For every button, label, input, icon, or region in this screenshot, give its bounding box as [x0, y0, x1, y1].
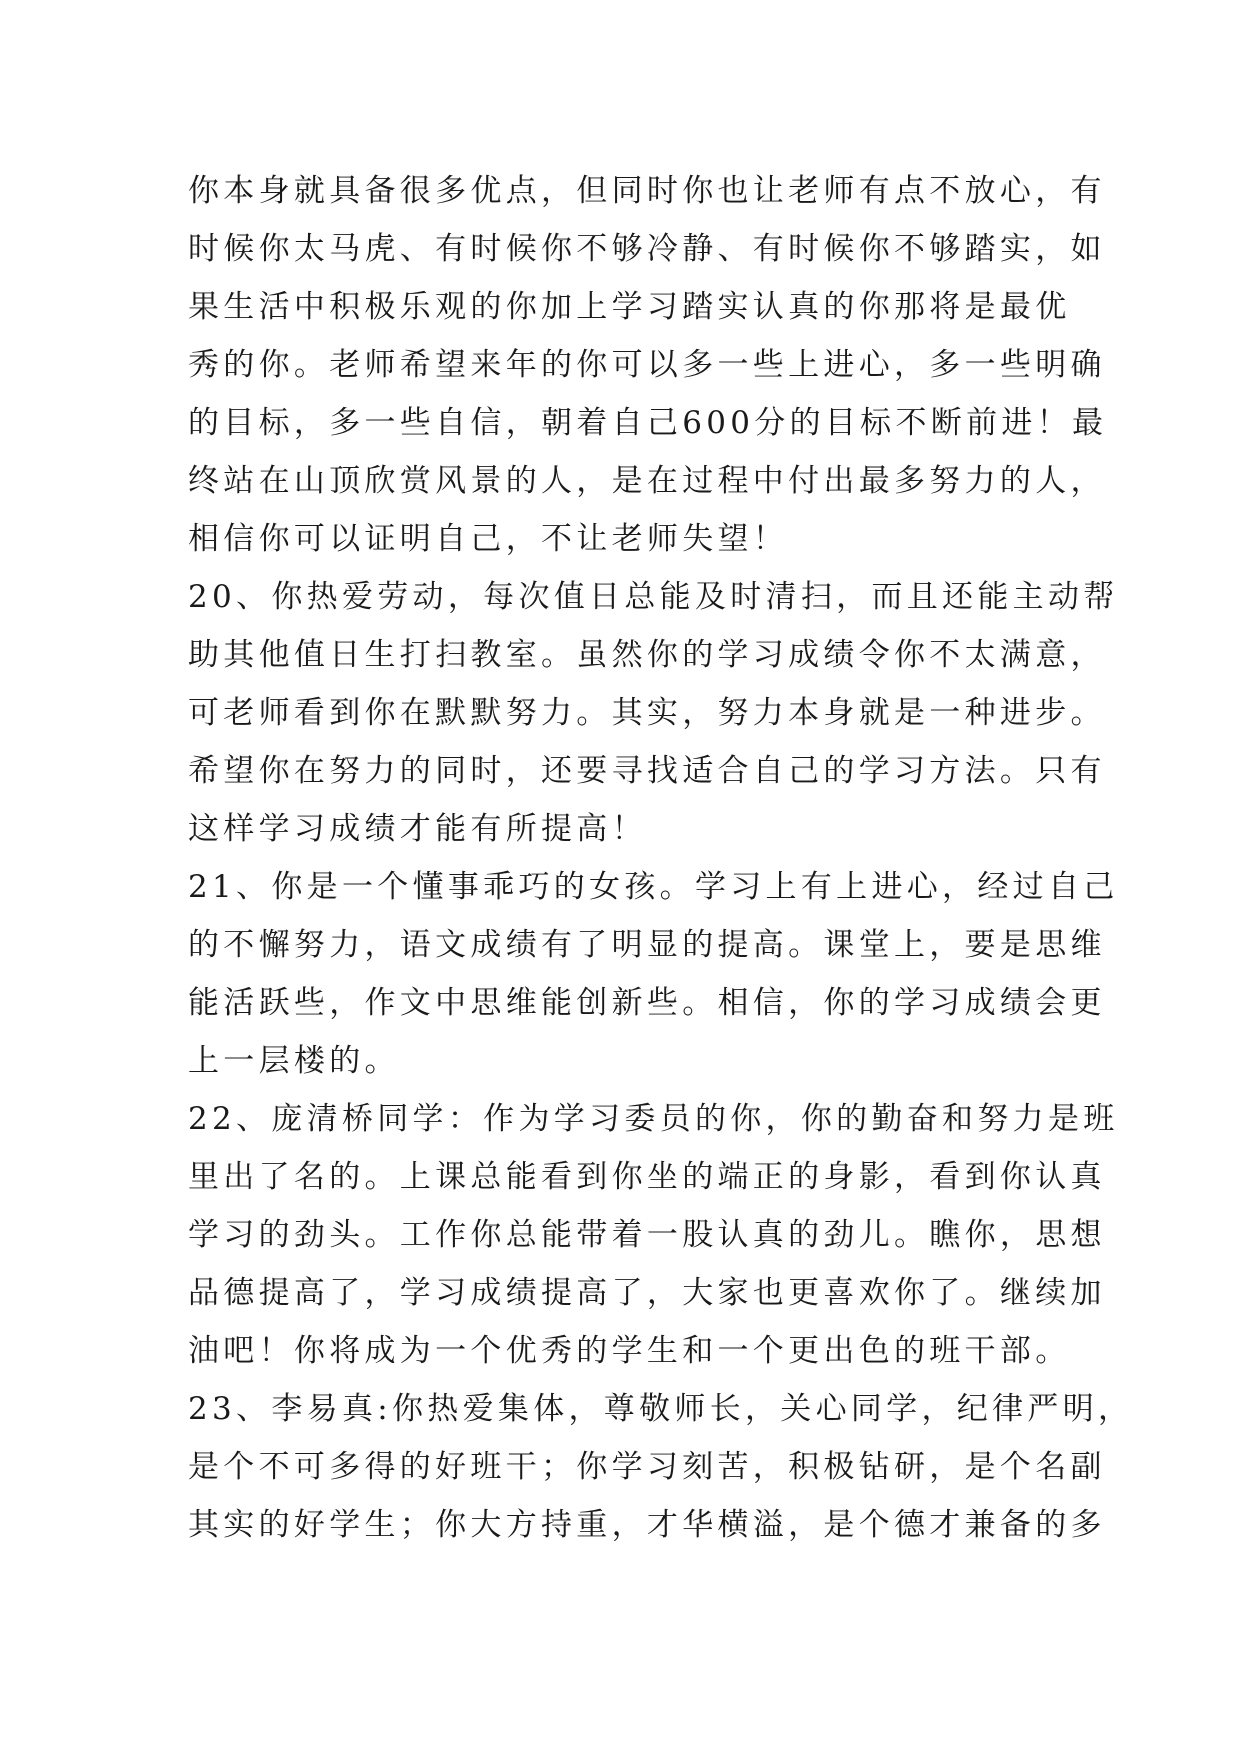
text-line: 这样学习成绩才能有所提高！: [188, 811, 647, 847]
text-line: 你本身就具备很多优点，但同时你也让老师有点不放心，有: [188, 173, 1106, 209]
text-line: 22、庞清桥同学：作为学习委员的你，你的勤奋和努力是班: [188, 1101, 1119, 1137]
text-line: 21、你是一个懂事乖巧的女孩。学习上有上进心，经过自己: [188, 869, 1119, 905]
text-line: 品德提高了，学习成绩提高了，大家也更喜欢你了。继续加: [188, 1275, 1106, 1311]
text-line: 油吧！你将成为一个优秀的学生和一个更出色的班干部。: [188, 1333, 1071, 1369]
text-line: 希望你在努力的同时，还要寻找适合自己的学习方法。只有: [188, 753, 1106, 789]
text-line: 是个不可多得的好班干；你学习刻苦，积极钻研，是个名副: [188, 1449, 1106, 1485]
text-line: 学习的劲头。工作你总能带着一股认真的劲儿。瞧你，思想: [188, 1217, 1106, 1253]
text-line: 的不懈努力，语文成绩有了明显的提高。课堂上，要是思维: [188, 927, 1106, 963]
text-line: 里出了名的。上课总能看到你坐的端正的身影，看到你认真: [188, 1159, 1106, 1195]
text-line: 果生活中积极乐观的你加上学习踏实认真的你那将是最优: [188, 289, 1071, 325]
text-line: 终站在山顶欣赏风景的人，是在过程中付出最多努力的人，: [188, 463, 1106, 499]
text-line: 20、你热爱劳动，每次值日总能及时清扫，而且还能主动帮: [188, 579, 1119, 615]
text-line: 23、李易真:你热爱集体，尊敬师长，关心同学，纪律严明，: [188, 1391, 1134, 1427]
text-line: 上一层楼的。: [188, 1043, 400, 1079]
text-line: 秀的你。老师希望来年的你可以多一些上进心，多一些明确: [188, 347, 1106, 383]
text-line: 可老师看到你在默默努力。其实，努力本身就是一种进步。: [188, 695, 1106, 731]
document-page: [188, 162, 1134, 1554]
text-line: 时候你太马虎、有时候你不够冷静、有时候你不够踏实，如: [188, 231, 1106, 267]
text-line: 相信你可以证明自己，不让老师失望！: [188, 521, 789, 557]
text-line: 助其他值日生打扫教室。虽然你的学习成绩令你不太满意，: [188, 637, 1106, 673]
text-line: 其实的好学生；你大方持重，才华横溢，是个德才兼备的多: [188, 1507, 1106, 1543]
text-line: 的目标，多一些自信，朝着自己600分的目标不断前进！最: [188, 405, 1108, 441]
text-line: 能活跃些，作文中思维能创新些。相信，你的学习成绩会更: [188, 985, 1106, 1021]
